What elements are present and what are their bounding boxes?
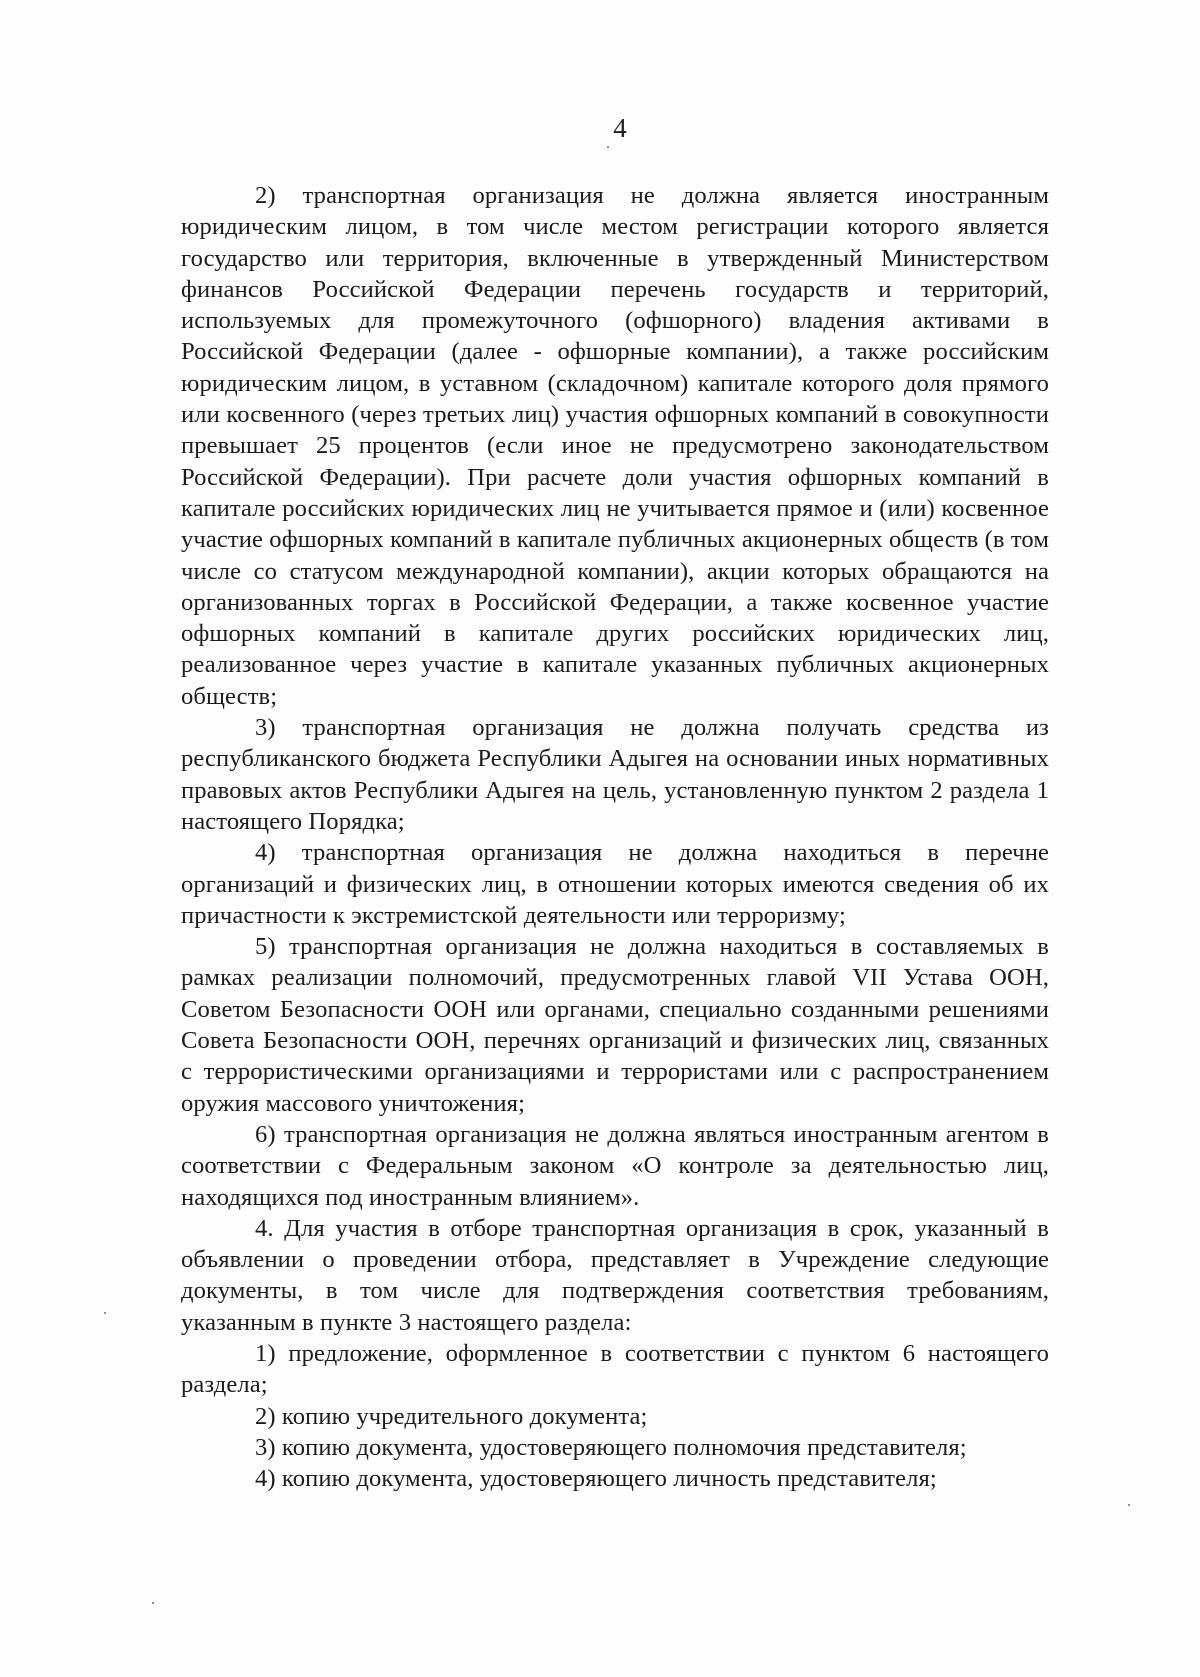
paragraph-requirement-3: 3) транспортная организация не должна получать средства из республиканского бюджета Республики Адыгея на основании иных нормативных правовых актов Республики Адыгея на цель, установленную пунктом 2 раздела 1 настоящего Порядка; [181, 714, 1049, 835]
paragraph-requirement-2: 2) транспортная организация не должна является иностранным юридическим лицом, в том числе местом регистрации которого является государство или территория, включенные в утвержденный Министерством финансов Российской Федерации перечень государств и территорий, используемых для промежуточного (офшорного) владения активами в Российской Федерации (далее - офшорные компании), а также российским юридическим лицом, в уставном (складочном) капитале которого доля прямого или косвенного (через третьих лиц) участия офшорных компаний в совокупности превышает 25 процентов (если иное не предусмотрено законодательством Российской Федерации). При расчете доли участия офшорных компаний в капитале российских юридических лиц не учитывается прямое и (или) косвенное участие офшорных компаний в капитале публичных акционерных обществ (в том числе со статусом международной компании), акции которых обращаются на организованных торгах в Российской Федерации, а также косвенное участие офшорных компаний в капитале других российских юридических лиц, реализованное через участие в капитале указанных публичных акционерных обществ; [181, 182, 1049, 710]
scan-speck [607, 146, 609, 148]
list-item-document-2: 2) копию учредительного документа; [255, 1402, 648, 1430]
list-item-document-4: 4) копию документа, удостоверяющего личность представителя; [255, 1465, 937, 1493]
document-body [181, 180, 1049, 1494]
scan-speck [104, 1312, 106, 1314]
paragraph-requirement-4: 4) транспортная организация не должна находиться в перечне организаций и физических лиц, в отношении которых имеются сведения об их причастности к экстремистской деятельности или терроризму; [181, 839, 1049, 929]
list-item-document-1: 1) предложение, оформленное в соответствии с пунктом 6 настоящего раздела; [181, 1339, 1049, 1399]
scan-speck [152, 1602, 154, 1604]
page-number: 4 [613, 113, 627, 143]
paragraph-section-4: 4. Для участия в отборе транспортная организация в срок, указанный в объявлении о проведении отбора, представляет в Учреждение следующие документы, в том числе для подтверждения соответствия требованиям, указанным в пункте 3 настоящего раздела: [181, 1214, 1049, 1336]
paragraph-requirement-5: 5) транспортная организация не должна находиться в составляемых в рамках реализации полномочий, предусмотренных главой VII Устава ООН, Советом Безопасности ООН или органами, специально созданными решениями Совета Безопасности ООН, перечнях организаций и физических лиц, связанных с террористическими организациями и террористами или с распространением оружия массового уничтожения; [181, 933, 1049, 1117]
paragraph-requirement-6: 6) транспортная организация не должна являться иностранным агентом в соответствии с Федеральным законом «О контроле за деятельностью лиц, находящихся под иностранным влиянием». [181, 1120, 1049, 1211]
scan-speck [1128, 1504, 1130, 1506]
list-item-document-3: 3) копию документа, удостоверяющего полномочия представителя; [255, 1433, 967, 1461]
